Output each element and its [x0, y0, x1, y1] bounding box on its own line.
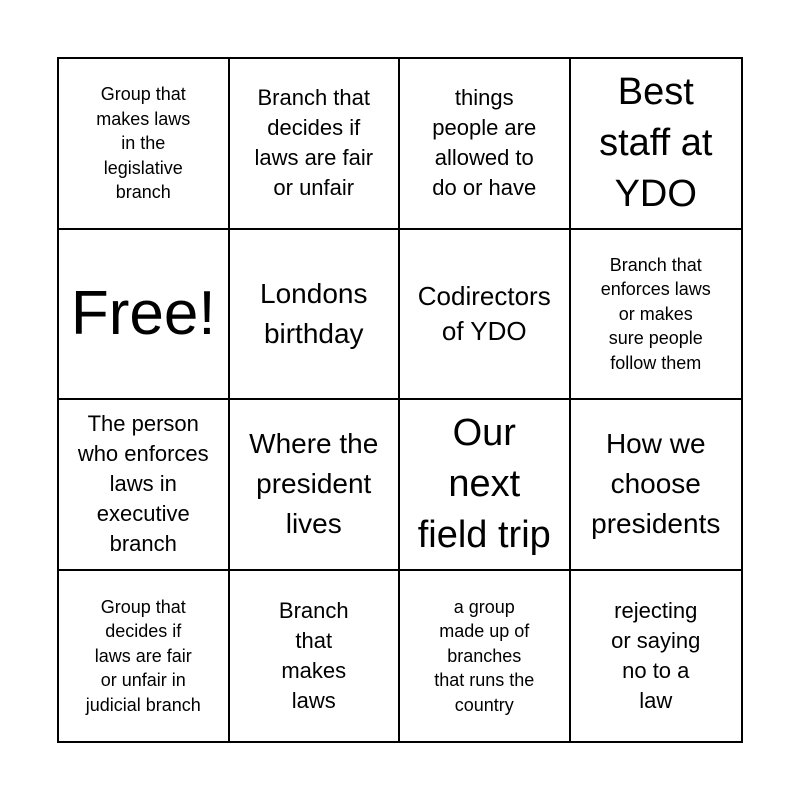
cell-text: The person who enforces laws in executive branch — [77, 411, 209, 557]
bingo-cell[interactable] — [571, 230, 742, 401]
cell-text: rejecting or saying no to a law — [611, 597, 701, 713]
bingo-cell[interactable] — [571, 571, 742, 742]
cell-text: Branch that decides if laws are fair or unfair — [254, 85, 374, 201]
bingo-cell[interactable] — [59, 59, 230, 230]
bingo-cell[interactable] — [230, 230, 401, 401]
cell-text: Londons birthday — [260, 277, 368, 349]
bingo-cell[interactable] — [400, 400, 571, 571]
bingo-board — [57, 57, 743, 743]
bingo-cell[interactable] — [230, 571, 401, 742]
cell-text: things people are allowed to do or have — [432, 85, 537, 201]
cell-text: Group that decides if laws are fair or unfair in judicial branch — [85, 596, 201, 715]
cell-text: Branch that enforces laws or makes sure people follow them — [600, 254, 711, 373]
bingo-cell[interactable] — [400, 230, 571, 401]
cell-text: Codirectors of YDO — [417, 280, 551, 346]
cell-text: Free! — [70, 278, 216, 348]
cell-text: How we choose presidents — [591, 428, 721, 540]
cell-text: Where the president lives — [249, 428, 379, 540]
bingo-cell[interactable] — [230, 59, 401, 230]
bingo-cell[interactable] — [400, 59, 571, 230]
bingo-cell[interactable] — [571, 59, 742, 230]
cell-text: Our next field trip — [417, 411, 551, 556]
cell-text: a group made up of branches that runs the country — [434, 596, 535, 715]
bingo-cell[interactable] — [59, 571, 230, 742]
cell-text: Group that makes laws in the legislative branch — [96, 84, 191, 202]
bingo-cell[interactable] — [400, 571, 571, 742]
bingo-cell[interactable] — [59, 400, 230, 571]
cell-text: Branch that makes laws — [278, 597, 349, 713]
free-cell[interactable] — [59, 230, 230, 401]
cell-text: Best staff at YDO — [599, 70, 713, 215]
bingo-cell[interactable] — [571, 400, 742, 571]
bingo-cell[interactable] — [230, 400, 401, 571]
